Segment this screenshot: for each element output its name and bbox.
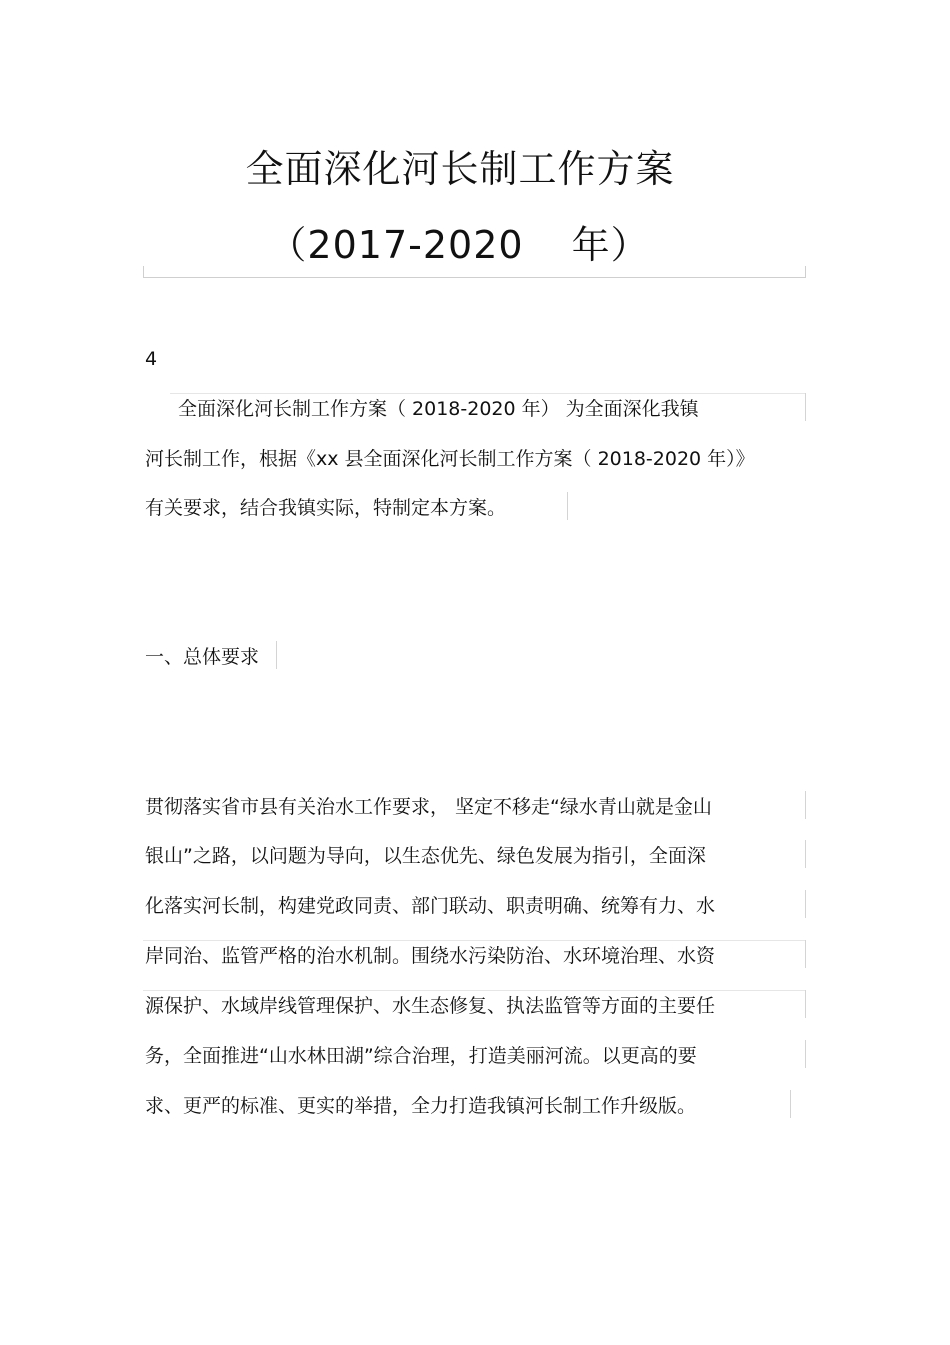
section-heading: 一、总体要求 bbox=[145, 646, 260, 668]
intro-line-3: 有关要求，结合我镇实际，特制定本方案。 bbox=[145, 497, 507, 519]
text-box-edge bbox=[805, 393, 806, 421]
intro-line-2: 河长制工作，根据《xx 县全面深化河长制工作方案（ 2018-2020 年）》 bbox=[145, 448, 755, 470]
text-box-edge bbox=[805, 940, 806, 968]
document-title: 全面深化河长制工作方案 bbox=[245, 147, 675, 191]
document-subtitle bbox=[0, 214, 934, 269]
text-box-edge bbox=[143, 940, 806, 941]
text-box-edge bbox=[170, 393, 806, 394]
body-line-6: 务，全面推进“山水林田湖”综合治理，打造美丽河流。以更高的要 bbox=[145, 1045, 697, 1067]
text-box-edge bbox=[805, 990, 806, 1018]
body-line-4: 岸同治、监管严格的治水机制。围绕水污染防治、水环境治理、水资 bbox=[145, 945, 716, 967]
text-box-edge bbox=[790, 1090, 791, 1118]
subtitle-years: （2017-2020 bbox=[268, 223, 524, 267]
text-box-edge bbox=[567, 492, 568, 520]
text-box-edge bbox=[805, 890, 806, 918]
text-box-edge bbox=[143, 990, 806, 991]
text-box-edge bbox=[805, 791, 806, 819]
text-box-edge bbox=[805, 840, 806, 868]
text-box-edge bbox=[805, 1040, 806, 1068]
title-underline bbox=[143, 266, 806, 278]
subtitle-year-suffix: 年） bbox=[571, 223, 650, 267]
body-line-3: 化落实河长制，构建党政同责、部门联动、职责明确、统筹有力、水 bbox=[145, 895, 716, 917]
body-line-2: 银山”之路，以问题为导向，以生态优先、绿色发展为指引，全面深 bbox=[145, 845, 706, 867]
body-line-7: 求、更严的标准、更实的举措，全力打造我镇河长制工作升级版。 bbox=[145, 1095, 697, 1117]
text-box-edge bbox=[276, 641, 277, 669]
page-number: 4 bbox=[145, 348, 158, 370]
intro-line-1: 全面深化河长制工作方案（ 2018-2020 年） 为全面深化我镇 bbox=[178, 398, 699, 420]
body-line-5: 源保护、水域岸线管理保护、水生态修复、执法监管等方面的主要任 bbox=[145, 995, 716, 1017]
body-line-1: 贯彻落实省市县有关治水工作要求， 坚定不移走“绿水青山就是金山 bbox=[145, 796, 712, 818]
